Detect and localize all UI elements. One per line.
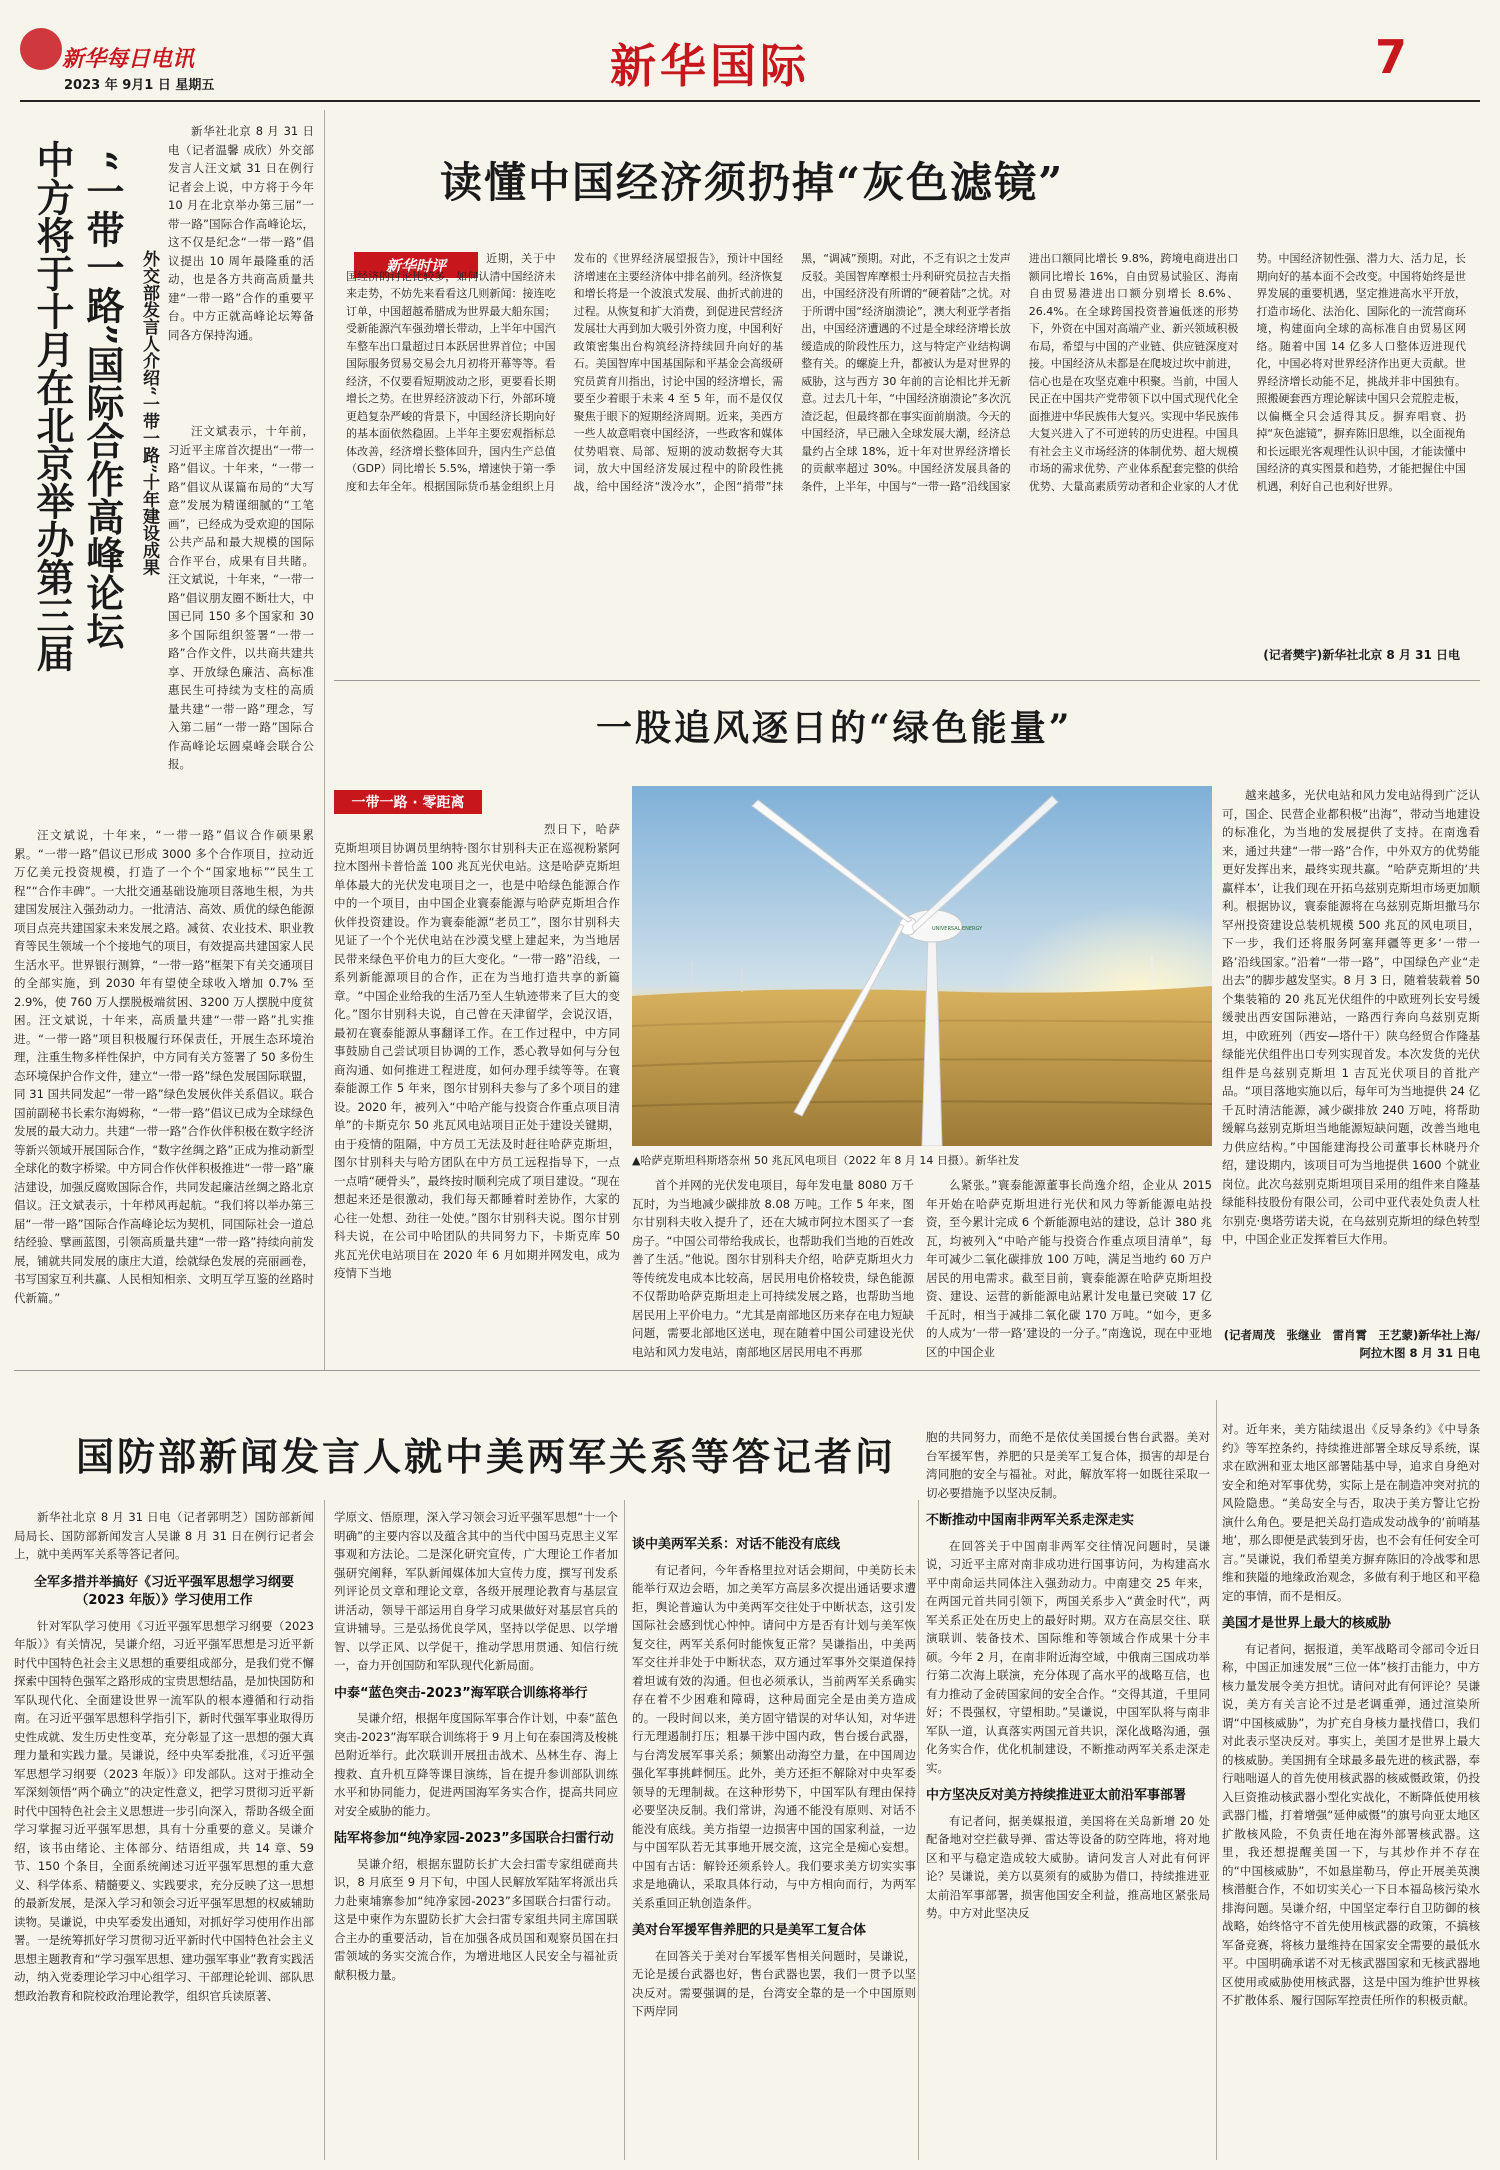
story3-col-left <box>334 820 620 1360</box>
story4-col5 <box>1222 1420 1480 2163</box>
story2-signature: (记者樊宇)新华社北京 8 月 31 日电 <box>1263 648 1460 662</box>
story2-bottom-rule <box>334 680 1480 681</box>
story4-col5b-text: 有记者问，据报道，美军战略司令部司令近日称，中国正加速发展“三位一体”核打击能力，中方核力量发展令美方担忧。请问对此有何评论？吴谦说，美方有关言论不过是老调重弹，通过渲染所谓“中国核威胁”，为扩充自身核力量找借口，我们对此表示坚决反对。事实上，美国才是世界上最大的核威胁。美国拥有全球最多最先进的核武器，奉行咄咄逼人的首先使用核武器的核威慑政策，仍投入巨资推动核武器小型化实战化，不断降低使用核武器门槛，打着增强“延伸威慑”的旗号向亚太地区扩散核风险，不负责任地在海外部署核武器。这里，我还想提醒美国一下，与其炒作并不存在的“中国核威胁”，不如悬崖勒马，停止开展美英澳核潜艇合作，不如切实关心一下日本福岛核污染水排海问题。吴谦介绍，中国坚定奉行自卫防御的核战略，始终恪守不首先使用核武器的政策，不搞核军备竞赛，将核力量维持在国家安全需要的最低水平。中国明确承诺不对无核武器国家和无核武器地区使用或威胁使用核武器，这是中国为维护世界核不扩散体系、履行国际军控责任所作的积极贡献。 <box>1222 1641 1480 2007</box>
masthead-section-title: 新华国际 <box>610 39 810 93</box>
story4-col2 <box>334 1508 618 2163</box>
story4-col4-text: 胞的共同努力，而绝不是依仗美国援台售台武器。美对台军援军售，养肥的只是美军工复合体，损害的却是台湾同胞的安全与福祉。对此，解放军将一如既往采取一切必要措施予以坚决反制。 <box>926 1430 1210 1500</box>
story4-col5-text: 对。近年来，美方陆续退出《反导条约》《中导条约》等军控条约，持续推进部署全球反导系统，谋求在欧洲和亚太地区部署陆基中导，追求自身绝对安全和绝对军事优势，实际上是在制造冲突对抗的风险隐患。“美岛安全与否，取决于美方警让它扮演什么角色。要是把关岛打造成发动战争的‘前哨基地’，那么即便是武装到牙齿，也不会有任何安全可言。”吴谦说，我们希望美方摒弃陈旧的冷战零和思维和狭隘的地缘政治观念，多做有利于地区和平稳定的事情，而不是相反。 <box>1222 1422 1480 1603</box>
story1-lead-text: 新华社北京 8 月 31 日电（记者温馨 成欣）外交部发言人汪文斌 31 日在例行记者会上说，中方将于今年 10 月在北京举办第三届“一带一路”国际合作高峰论坛，这不仅是纪念“一带一路”倡议提出 10 周年最隆重的活动，也是各方共商高质量共建“一带一路”合作的重要平台。中方正就高峰论坛筹备同各方保持沟通。 <box>168 124 314 342</box>
story4-col3 <box>632 1526 916 2163</box>
story4-col2-text: 学原文、悟原理，深入学习领会习近平强军思想“十一个明确”的主要内容以及蕴含其中的当代中国马克思主义军事观和方法论。二是深化研究宣传，广大理论工作者加强研究阐释，军队新闻媒体加大宣传力度，撰写刊发系列评论员文章和理论文章，各级开展理论教育与基层宣讲活动，领导干部运用自身学习成果做好对基层官兵的宣讲辅导。三是弘扬优良学风，坚持以学促思、以学增智、以学正风、以学促干，推动学思用贯通、知信行统一，奋力开创国防和军队现代化新局面。 <box>334 1510 618 1672</box>
story4-col1b-text: 针对军队学习使用《习近平强军思想学习纲要（2023 年版）》有关情况，吴谦介绍，习近平强军思想是习近平新时代中国特色社会主义思想的重要组成部分，是我们党不懈探索中国特色强军之路形成的宝贵思想结晶，是加快国防和军队现代化、全面建设世界一流军队的根本遵循和行动指南。在习近平强军思想科学指引下，新时代强军事业取得历史性成就、发生历史性变革，充分彰显了这一思想的强大真理力量和实践力量。吴谦说，经中央军委批准，《习近平强军思想学习纲要（2023 年版）》印发部队。这对于推动全军深刻领悟“两个确立”的决定性意义，把学习贯彻习近平新时代中国特色社会主义思想进一步引向深入，帮助各级全面学习掌握习近平强军思想，具有十分重要的意义。吴谦介绍，该书由绪论、主体部分、结语组成，共 14 章、59 节、150 个条目，全面系统阐述习近平强军思想的重大意义、科学体系、精髓要义、实践要求，充分反映了这一思想的最新发展，是深入学习和领会习近平强军思想的权威辅助读物。吴谦说，中央军委发出通知，对抓好学习使用作出部署。一是统筹抓好学习贯彻习近平新时代中国特色社会主义思想主题教育和“学习强军思想、建功强军事业”教育实践活动，纳入党委理论学习中心组学习、干部理论轮训、部队思想政治教育和院校政治理论教学，组织官兵读原著、 <box>14 1618 314 2003</box>
story1-col-b-text: 汪文斌表示，十年前，习近平主席首次提出“一带一路”倡议。十年来，“一带一路”倡议从谋篇布局的“大写意”发展为精谨细腻的“工笔画”，已经成为受欢迎的国际公共产品和最大规模的国际合作平台，成果有目共睹。汪文斌说，十年来，“一带一路”倡议朋友圈不断壮大，中国已同 150 多个国家和 30 多个国际组织签署“一带一路”合作文件，以共商共建共享、开放绿色廉洁、高标准惠民生可持续为支柱的高质量共建“一带一路”理念，写入第二届“一带一路”国际合作高峰论坛圆桌峰会联合公报。 <box>168 424 314 771</box>
story4-col3b-text: 在回答关于美对台军援军售相关问题时，吴谦说，无论是援台武器也好，售台武器也罢，我们一贯予以坚决反对。需要强调的是，台湾安全靠的是一个中国原则下两岸同 <box>632 1948 916 2018</box>
masthead-date: 2023 年 9月1 日 星期五 <box>64 78 215 93</box>
story2-body-text: 近期，关于中国经济的讨论比较多，如何认清中国经济未来走势，不妨先来看看这几则新闻：接连吃订单，中国超越希腊成为世界最大船东国；受新能源汽车强劲增长带动，上半年中国汽车整车出口量超过日本跃居世界首位；中国国际服务贸易交易会九月初将开幕等等。看经济，不仅要看短期波动之形，更要看长期增长之势。在世界经济波动下行，外部环境更趋复杂严峻的背景下，中国经济长期向好的基本面依然稳固。上半年主要宏观指标总体改善，经济增长整体回升，国内生产总值（GDP）同比增长 5.5%，增速快于第一季度和去年全年。根据国际货币基金组织上月发布的《世界经济展望报告》，预计中国经济增速在主要经济体中排名前列。经济恢复和增长将是一个波浪式发展、曲折式前进的过程。从恢复和扩大消费，到促进民营经济发展壮大再到加大吸引外资力度，中国利好政策密集出台构筑经济持续回升向好的基石。美国智库中国基国际和平基金会高级研究员黄育川指出，讨论中国的经济增长，需要至少着眼于未来 4 至 5 年，而不是仅仅聚焦于眼下的短期经济周期。近来，美西方一些人故意唱衰中国经济，一些政客和媒体仗势唱衰、局部、短期的波动数据夸大其词，放大中国经济发展过程中的阶段性挑战，给中国经济“泼冷水”，企图“捎带”抹黑，“调减”预期。对此，不乏有识之士发声反驳。美国智库摩根士丹利研究员拉吉夫指出，中国经济没有所谓的“硬着陆”之忧。对于所谓中国“经济崩溃论”，澳大利亚学者指出，中国经济遭遇的不过是全球经济增长放缓造成的阶段性压力，这与特定产业结构调整有关。的螺旋上升，都被认为是对世界的威胁，这与西方 30 年前的言论相比并无新意。过去几十年，“中国经济崩溃论”多次沉渣泛起，但最终都在事实面前崩溃。今天的中国经济，早已融入全球发展大潮，经济总量约占全球 18%，近十年对世界经济增长的贡献率超过 30%。中国经济发展具备的条件，上半年，中国与“一带一路”沿线国家进出口额同比增长 9.8%，跨境电商进出口额同比增长 16%，自由贸易试验区、海南自由贸易港进出口额分别增长 8.6%、26.4%。在全球跨国投资普遍低迷的形势下，外资在中国对高端产业、新兴领域积极布局，希望与中国的产业链、供应链深度对接。中国经济从未都是在爬坡过坎中前进，信心也是在攻坚克难中积聚。当前，中国人民正在中国共产党带领下以中国式现代化全面推进中华民族伟大复兴。实现中华民族伟大复兴进入了不可逆转的历史进程。中国具有社会主义市场经济的体制优势、超大规模市场的需求优势、产业体系配套完整的供给优势、大量高素质劳动者和企业家的人才优势。中国经济韧性强、潜力大、活力足，长期向好的基本面不会改变。中国将始终是世界发展的重要机遇，坚定推进高水平开放，打造市场化、法治化、国际化的一流营商环境，构建面向全球的高标准自由贸易区网络。随着中国 14 亿多人口整体迈进现代化，中国必将对世界经济作出更大贡献。世界经济增长动能不足，挑战并非中国独有。照搬硬套西方理论解读中国只会荒腔走板，以偏概全只会适得其反。摒弃唱衰、扔掉“灰色滤镜”，摒弃陈旧思维，以全面视角和长远眼光客观理性认识中国，才能读懂中国经济的真实图景和趋势，才能把握住中国机遇，利好自己也利好世界。 <box>346 252 1466 493</box>
wind-turbine-photo <box>632 786 1212 1146</box>
masthead-brand: 新华每日电讯 <box>62 46 195 72</box>
story4-col3-text: 有记者问，今年香格里拉对话会期间，中美防长未能举行双边会晤，加之美军方高层多次提出通话要求遭拒，舆论普遍认为中美两军交往处于中断状态，这引发国际社会感到忧心忡忡。请问中方是否有计划与美军恢复交往，两军关系何时能恢复正常？吴谦指出，中美两军交往并非处于中断状态，双方通过军事外交渠道保持着坦诚有效的沟通。但也必须承认，当前两军关系确实存在着不少困难和障碍，这种局面完全是由美方造成的。一段时间以来，美方固守错误的对华认知，对华进行无理遏制打压；粗暴干涉中国内政，售台援台武器，与台湾发展军事关系；频繁出动海空力量，在中国周边强化军事挑衅恫压。此外，美方还拒不解除对中央军委领导的无理制裁。在这种形势下，中国军队有理由保持必要坚决反制。我们常讲，沟通不能没有原则、对话不能没有底线。美方指望一边损害中国的国家利益，一边与中国军队若无其事地开展交流，这完全是痴心妄想。中国有古话：解铃还须系铃人。我们要求美方切实实事求是地确认，采取具体行动，与中方相向而行，为两军关系重回正轨创造条件。 <box>632 1562 916 1910</box>
story1-body-text: 汪文斌说，十年来，“一带一路”倡议合作硕果累累。“一带一路”倡议已形成 3000 多个合作项目，拉动近万亿美元投资规模，打造了一个个“国家地标”“民生工程”“合作丰碑”。一大批交通基础设施项目落地生根，为共建国发展注入强劲动力。一批清洁、高效、质优的绿色能源项目点亮共建国家未来发展之路。减贫、农业技术、职业教育等民生领域一个个接地气的项目，有效提高共建国家人民生活水平。世界银行测算，“一带一路”框架下有关交通项目的全部实施，到 2030 年有望使全球收入增加 0.7% 至 2.9%，使 760 万人摆脱极端贫困、3200 万人摆脱中度贫困。汪文斌说，十年来，高质量共建“一带一路”扎实推进。“一带一路”项目积极履行环保责任，开展生态环境治理，注重生物多样性保护，中方同有关方签署了 50 多份生态环境保护合作文件，建立“一带一路”绿色发展国际联盟，同 31 国共同发起“一带一路”绿色发展伙伴关系倡议。联合国前副秘书长索尔海姆称，“一带一路”倡议已成为全球绿色发展的最大动力。共建“一带一路”合作伙伴积极在数字经济等新兴领域开展国际合作，“数字丝绸之路”正成为推动新型全球化的数字桥梁。中方同合作伙伴积极推进“一带一路”廉洁建设，加强反腐败国际合作，共同发起廉洁丝绸之路北京倡议。汪文斌表示，十年栉风再起航。“我们将以举办第三届“一带一路”国际合作高峰论坛为契机，同国际社会一道总结经验、擘画蓝图，引领高质量共建“一带一路”持续向前发展，铺就共同发展的康庄大道，绘就绿色发展的亮丽画卷，书写国家互利共赢、人民相知相亲、文明互学互鉴的丝路时代新篇。” <box>14 828 314 1305</box>
story1-divider <box>324 110 325 1370</box>
story4-col4 <box>926 1428 1210 2163</box>
story3-badge: 一带一路 · 零距离 <box>334 790 482 814</box>
story4-col2b-text: 吴谦介绍，根据年度国际军事合作计划，中泰“蓝色突击-2023”海军联合训练将于 9 月上旬在泰国湾及梭桃邑附近举行。此次联训开展扭击战术、丛林生存、海上搜救、直升机互降等课目演练，旨在提升参训部队训练水平和协同能力，促进两国海军务实合作，提高共同应对安全威胁的能力。 <box>334 1711 618 1818</box>
story3-col-mid-text: 首个并网的光伏发电项目，每年发电量 8080 万千瓦时，为当地减少碳排放 8.08 万吨。工作 5 年来，图尔甘别科夫收入提升了，还在大城市阿拉木图买了一套房子。“中国公司带给我成长，也帮助我们当地的百姓改善了生活。”他说。图尔甘别科夫介绍，哈萨克斯坦火力等传统发电成本比较高，居民用电价格较贵，绿色能源不仅帮助哈萨克斯坦走上可持续发展之路，也帮助当地居民用上平价电力。“尤其是南部地区历来存在电力短缺问题，需要北部地区送电，现在随着中国公司建设光伏电站和风力发电站，南部地区居民用电不再那 <box>632 1178 914 1359</box>
story3-signature: (记者周茂 张继业 雷肖霄 王艺蒙)新华社上海/阿拉木图 8 月 31 日电 <box>1223 1328 1480 1360</box>
story1-col-b <box>168 422 314 826</box>
story3-col-far <box>1222 786 1480 1326</box>
masthead <box>0 0 1500 100</box>
story4-col1 <box>14 1508 314 2163</box>
story4-headline: 国防部新闻发言人就中美两军关系等答记者问 <box>76 1434 897 1479</box>
story3-col-far-text: 越来越多，光伏电站和风力发电站得到广泛认可，国企、民营企业都积极“出海”，带动当地建设的标准化，为当地的发展提供了支持。在南逸看来，通过共建“一带一路”合作，中外双方的优势能更好发挥出来，最终实现共赢。“哈萨克斯坦的‘共赢样本’，让我们现在开拓乌兹别克斯坦市场更加顺利。根据协议，寰泰能源将在乌兹别克斯坦撒马尔罕州投资建设总装机规模 500 兆瓦的风电项目，下一步，我们还将服务阿塞拜疆等更多‘一带一路’沿线国家。”沿着“一带一路”，中国绿色产业“走出去”的脚步越发坚实。8 月 3 日，随着装载着 50 个集装箱的 20 兆瓦光伏组件的中欧班列长安号缓缓驶出西安国际港站，一路西行奔向乌兹别克斯坦，中欧班列（西安—塔什干）陕乌经贸合作隆基绿能光伏组件出口专列实现首发。本次发货的光伏组件是乌兹别克斯坦 1 吉瓦光伏项目的首批产品。“项目落地实施以后，每年可为当地提供 24 亿千瓦时清洁能源，减少碳排放 240 万吨，将帮助缓解乌兹别克斯坦当地能源短缺问题，改善当地电力供应结构。”中国能建海投公司董事长林晓丹介绍，建设期内，该项目可为当地提供 1600 个就业岗位。此次乌兹别克斯坦项目采用的组件来自隆基绿能科技股份有限公司，公司中亚代表处负责人杜尔别克·奥塔劳诺夫说，在乌兹别克斯坦的绿色转型中，中国企业正发挥着巨大作用。 <box>1222 788 1480 1246</box>
story4-divider-4 <box>1216 1400 1217 2160</box>
story2-headline: 读懂中国经济须扔掉“灰色滤镜” <box>440 158 1065 207</box>
wind-turbine-illustration <box>632 786 1212 1146</box>
story4-sub3: 陆军将参加“纯净家园-2023”多国联合扫雷行动 <box>334 1831 614 1846</box>
story2-body <box>346 250 1466 640</box>
story3-col-right-text: 么紧张。”寰泰能源董事长尚逸介绍，企业从 2015 年开始在哈萨克斯坦进行光伏和风力等新能源电站投资，至今累计完成 6 个新能源电站的建设，总计 380 兆瓦，均被列入“中哈产能与投资合作重点项目清单”，每年可减少二氧化碳排放 100 万吨，满足当地约 60 万户居民的用电需求。截至目前，寰泰能源在哈萨克斯坦投资、建设、运营的新能源电站累计发电量已突破 17 亿千瓦时，相当于减排二氧化碳 170 万吨。“如今，更多的人成为‘一带一路’建设的一分子。”南逸说，现在中亚地区的中国企业 <box>926 1178 1212 1359</box>
photo-caption: ▲哈萨克斯坦科斯塔奈州 50 兆瓦风电项目（2022 年 8 月 14 日摄）。新华社发 <box>632 1154 1020 1167</box>
story4-divider-1 <box>324 1500 325 2160</box>
story4-divider-2 <box>624 1500 625 2160</box>
story3-bottom-rule <box>14 1370 1480 1371</box>
story4-sub1: 全军多措并举搞好《习近平强军思想学习纲要（2023 年版）》学习使用工作 <box>33 1574 294 1608</box>
story4-sub7: 中方坚决反对美方持续推进亚太前沿军事部署 <box>926 1788 1187 1803</box>
story1-lead <box>168 122 314 422</box>
story1-headline-part1: 中方将于十月在北京举办第三届 <box>30 140 75 672</box>
story4-col4c-text: 有记者问，据美媒报道，美国将在关岛新增 20 处配备地对空拦截导弹、雷达等设备的防空阵地，将对地区和平与稳定造成较大威胁。请问发言人对此有何评论？吴谦说，美方以莫须有的威胁为借口，持续推进亚太前沿军事部署，损害他国安全利益，推高地区紧张局势。中方对此坚决反 <box>926 1813 1210 1920</box>
story2-badge: 新华时评 <box>354 252 478 278</box>
story3-col-left-text: 烈日下，哈萨克斯坦项目协调员里纳特·图尔甘别科夫正在巡视粉紧阿拉木图州卡普恰盖 100 兆瓦光伏电站。这是哈萨克斯坦单体最大的光伏发电项目之一，也是中哈绿色能源合作中的一个项目，由中国企业寰泰能源与哈萨克斯坦合作伙伴投资建设。作为寰泰能源“老员工”，图尔甘别科夫见证了一个个光伏电站在沙漠戈壁上建起来，为当地居民带来绿色平价电力的巨大变化。“一带一路”沿线，一系列新能源项目的合作，正在为当地打造共享的新篇章。“中国企业给我的生活乃至人生轨迹带来了巨大的变化。”图尔甘别科夫说，自己曾在天津留学，会说汉语，最初在寰泰能源从事翻译工作。在工作过程中，中方同事鼓励自己尝试项目协调的工作，悉心教导如何与分包商沟通、如何推进工程进度，如何办理手续等等。在寰泰能源工作 5 年来，图尔甘别科夫参与了多个项目的建设。2020 年，被列入“中哈产能与投资合作重点项目清单”的卡斯克尔 50 兆瓦风电站项目正处于建设关键期，由于疫情的阻隔，中方员工无法及时赶往哈萨克斯坦，图尔甘别科夫与哈方团队在中方员工远程指导下，一点一点啃“硬骨头”，最终按时顺利完成了项目建设。“现在想起来还是很激动，我们每天都睡着时差协作，大家的心往一处想、劲往一处使。”图尔甘别科夫说。图尔甘别科夫说，在公司中哈团队的共同努力下，卡斯克库 50 兆瓦光伏电站项目在 2020 年 6 月如期并网发电，成为疫情下当地 <box>334 822 620 1280</box>
story4-divider-3 <box>918 1500 919 2160</box>
story4-sub8: 美国才是世界上最大的核威胁 <box>1222 1616 1392 1631</box>
turbine-brand-label: UNIVERSAL ENERGY <box>932 926 983 932</box>
story3-col-mid <box>632 1176 914 1360</box>
story3-headline: 一股追风逐日的“绿色能量” <box>596 707 1073 749</box>
story1-kicker: 外交部发言人介绍“一带一路”十年建设成果 <box>139 250 159 576</box>
story3-col-right <box>926 1176 1212 1360</box>
story4-col2c-text: 吴谦介绍，根据东盟防长扩大会扫雷专家组磋商共识，8 月底至 9 月下旬，中国人民解放军陆军将派出兵力赴柬埔寨参加“纯净家园-2023”多国联合扫雷行动。这是中柬作为东盟防长扩大会扫雷专家组共同主席国联合主办的重要活动，旨在加强各成员国和观察员国在扫雷领域的务实交流合作，为增进地区人民安全与福祉贡献积极力量。 <box>334 1856 618 1982</box>
story4-sub4: 谈中美两军关系：对话不能没有底线 <box>632 1537 841 1552</box>
masthead-rule <box>20 100 1480 102</box>
story1-body <box>14 826 314 1356</box>
story4-sub2: 中泰“蓝色突击-2023”海军联合训练将举行 <box>334 1685 588 1701</box>
story4-sub6: 不断推动中国南非两军关系走深走实 <box>926 1513 1135 1528</box>
story4-col1-text: 新华社北京 8 月 31 日电（记者郭明芝）国防部新闻局局长、国防部新闻发言人吴谦 8 月 31 日在例行记者会上，就中美两军关系等答记者问。 <box>14 1510 314 1561</box>
story4-sub5: 美对台军援军售养肥的只是美军工复合体 <box>632 1923 867 1938</box>
story4-col4b-text: 在回答关于中国南非两军交往情况问题时，吴谦说，习近平主席对南非成功进行国事访问，为构建高水平中南命运共同体注入强劲动力。中南建交 25 年来，在两国元首共同引领下，两国关系步入“黄金时代”，两军关系正处在历史上的最好时期。双方在高层交往、联演联训、装备技术、国际维和等领域合作成果十分丰硕。今年 2 月，在南非附近海空域，中俄南三国成功举行第二次海上联演，充分体现了高水平的战略互信，也有力推动了金砖国家间的安全合作。“交得其道，千里同好；不畏强权，守望相助。”吴谦说，中国军队将与南非军队一道，认真落实两国元首共识，深化战略沟通，强化务实合作，优化机制建设，不断推动两军关系走深走实。 <box>926 1538 1210 1775</box>
page-number: 7 <box>1375 30 1408 84</box>
masthead-circle-icon <box>20 28 62 70</box>
story1-headline-part2: “一带一路”国际合作高峰论坛 <box>80 150 125 650</box>
